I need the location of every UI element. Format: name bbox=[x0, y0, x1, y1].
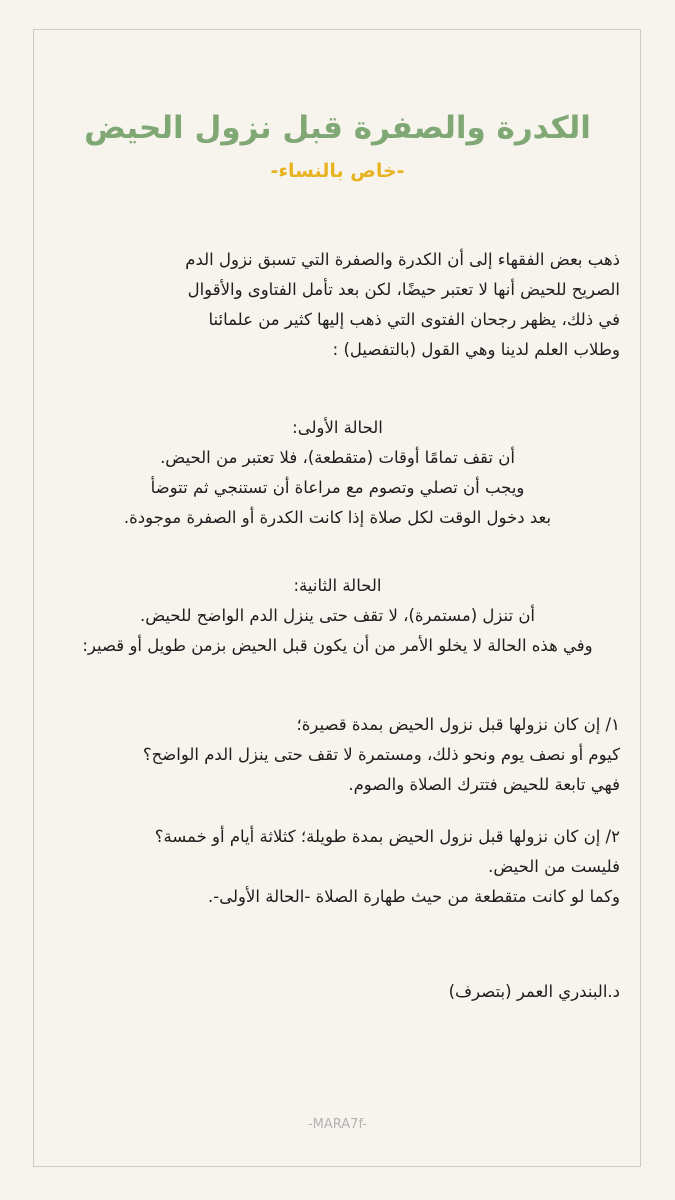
page-title: الكدرة والصفرة قبل نزول الحيض bbox=[84, 110, 591, 146]
case-one-line: ويجب أن تصلي وتصوم مع مراعاة أن تستنجي ثم تتوضأ bbox=[150, 478, 525, 497]
subcase-two-line: فليست من الحيض. bbox=[488, 857, 620, 876]
subcase-one-line: كيوم أو نصف يوم ونحو ذلك، ومستمرة لا تقف حتى ينزل الدم الواضح؟ bbox=[142, 745, 620, 764]
subcase-two-section bbox=[155, 822, 620, 912]
intro-paragraph bbox=[185, 245, 620, 365]
page-subtitle: -خاص بالنساء- bbox=[270, 160, 405, 182]
intro-line: في ذلك، يظهر رجحان الفتوى التي ذهب إليها كثير من علمائنا bbox=[208, 310, 620, 329]
intro-line: وطلاب العلم لدينا وهي القول (بالتفصيل) : bbox=[332, 340, 620, 359]
subcase-one-line: فهي تابعة للحيض فتترك الصلاة والصوم. bbox=[348, 775, 620, 794]
subcase-two-line: ٢/ إن كان نزولها قبل نزول الحيض بمدة طويلة؛ كثلاثة أيام أو خمسة؟ bbox=[154, 827, 620, 846]
intro-line: الصريح للحيض أنها لا تعتبر حيضًا، لكن بعد تأمل الفتاوى والأقوال bbox=[187, 280, 620, 299]
subcase-one-section bbox=[143, 710, 620, 800]
case-two-line: أن تنزل (مستمرة)، لا تقف حتى ينزل الدم الواضح للحيض. bbox=[139, 606, 536, 625]
case-two-heading: الحالة الثانية: bbox=[293, 576, 382, 595]
author-credit: د.البندري العمر (بتصرف) bbox=[448, 982, 620, 1001]
watermark: -MARA7f- bbox=[307, 1117, 368, 1132]
case-two-section bbox=[60, 571, 615, 661]
intro-line: ذهب بعض الفقهاء إلى أن الكدرة والصفرة التي تسبق نزول الدم bbox=[185, 250, 620, 269]
case-one-line: أن تقف تمامًا أوقات (متقطعة)، فلا تعتبر من الحيض. bbox=[160, 448, 515, 467]
case-one-line: بعد دخول الوقت لكل صلاة إذا كانت الكدرة أو الصفرة موجودة. bbox=[123, 508, 552, 527]
subcase-two-line: وكما لو كانت متقطعة من حيث طهارة الصلاة -الحالة الأولى-. bbox=[208, 887, 620, 906]
subcase-one-line: ١/ إن كان نزولها قبل نزول الحيض بمدة قصيرة؛ bbox=[296, 715, 620, 734]
case-two-line: وفي هذه الحالة لا يخلو الأمر من أن يكون قبل الحيض بزمن طويل أو قصير: bbox=[82, 636, 593, 655]
case-one-heading: الحالة الأولى: bbox=[292, 418, 383, 437]
case-one-section bbox=[60, 413, 615, 533]
